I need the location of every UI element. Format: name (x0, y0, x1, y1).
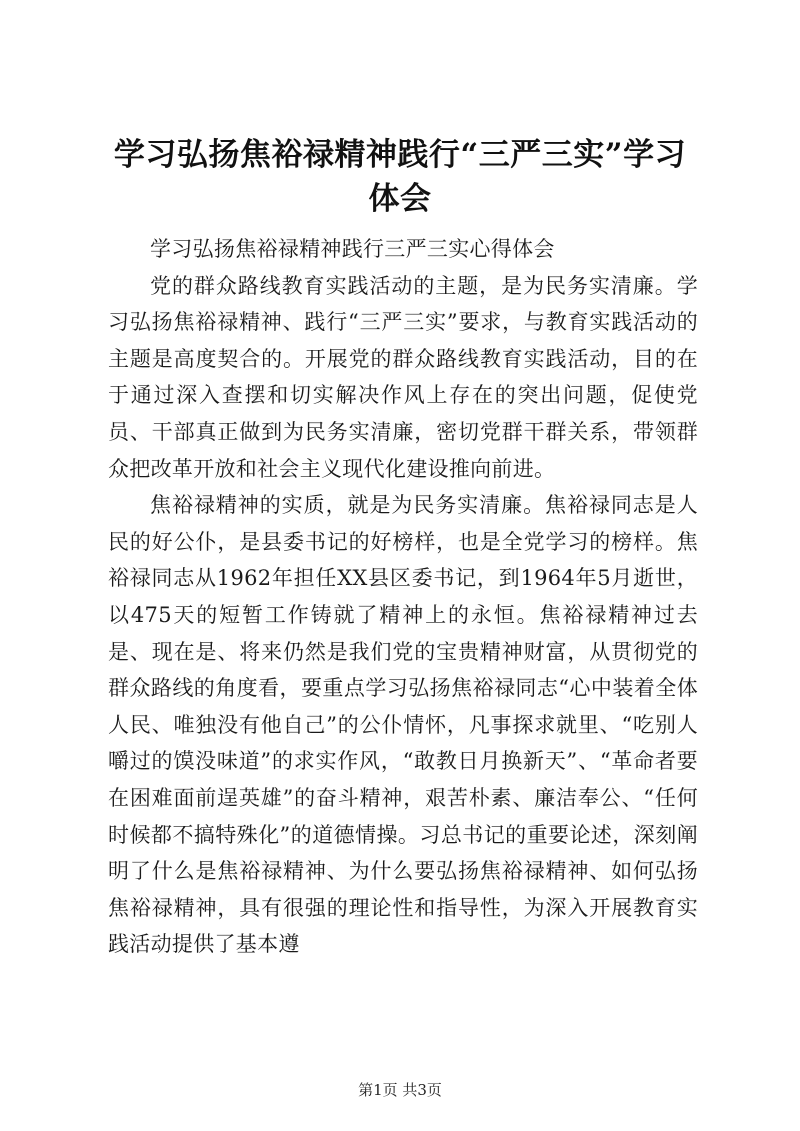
document-title: 学习弘扬焦裕禄精神践行“三严三实”学习体会 (113, 137, 687, 217)
document-subtitle: 学习弘扬焦裕禄精神践行三严三实心得体会 (150, 237, 555, 261)
document-body (108, 231, 698, 963)
paragraph-1: 党的群众路线教育实践活动的主题，是为民务实清廉。学习弘扬焦裕禄精神、践行“三严三实”要求，与教育实践活动的主题是高度契合的。开展党的群众路线教育实践活动，目的在于通过深入查摆和切实解决作风上存在的突出问题，促使党员、干部真正做到为民务实清廉，密切党群干群关系，带领群众把改革开放和社会主义现代化建设推向前进。 (108, 273, 698, 481)
paragraph-2: 焦裕禄精神的实质，就是为民务实清廉。焦裕禄同志是人民的好公仆，是县委书记的好榜样，也是全党学习的榜样。焦裕禄同志从1962年担任XX县区委书记，到1964年5月逝世，以475天的短暂工作铸就了精神上的永恒。焦裕禄精神过去是、现在是、将来仍然是我们党的宝贵精神财富，从贯彻党的群众路线的角度看，要重点学习弘扬焦裕禄同志“心中装着全体人民、唯独没有他自己”的公仆情怀，凡事探求就里、“吃别人嚼过的馍没味道”的求实作风，“敢教日月换新天”、“革命者要在困难面前逞英雄”的奋斗精神，艰苦朴素、廉洁奉公、“任何时候都不搞特殊化”的道德情操。习总书记的重要论述，深刻阐明了什么是焦裕禄精神、为什么要弘扬焦裕禄精神、如何弘扬焦裕禄精神，具有很强的理论性和指导性，为深入开展教育实践活动提供了基本遵 (108, 493, 698, 957)
page-footer: 第1页 共3页 (358, 1081, 442, 1099)
